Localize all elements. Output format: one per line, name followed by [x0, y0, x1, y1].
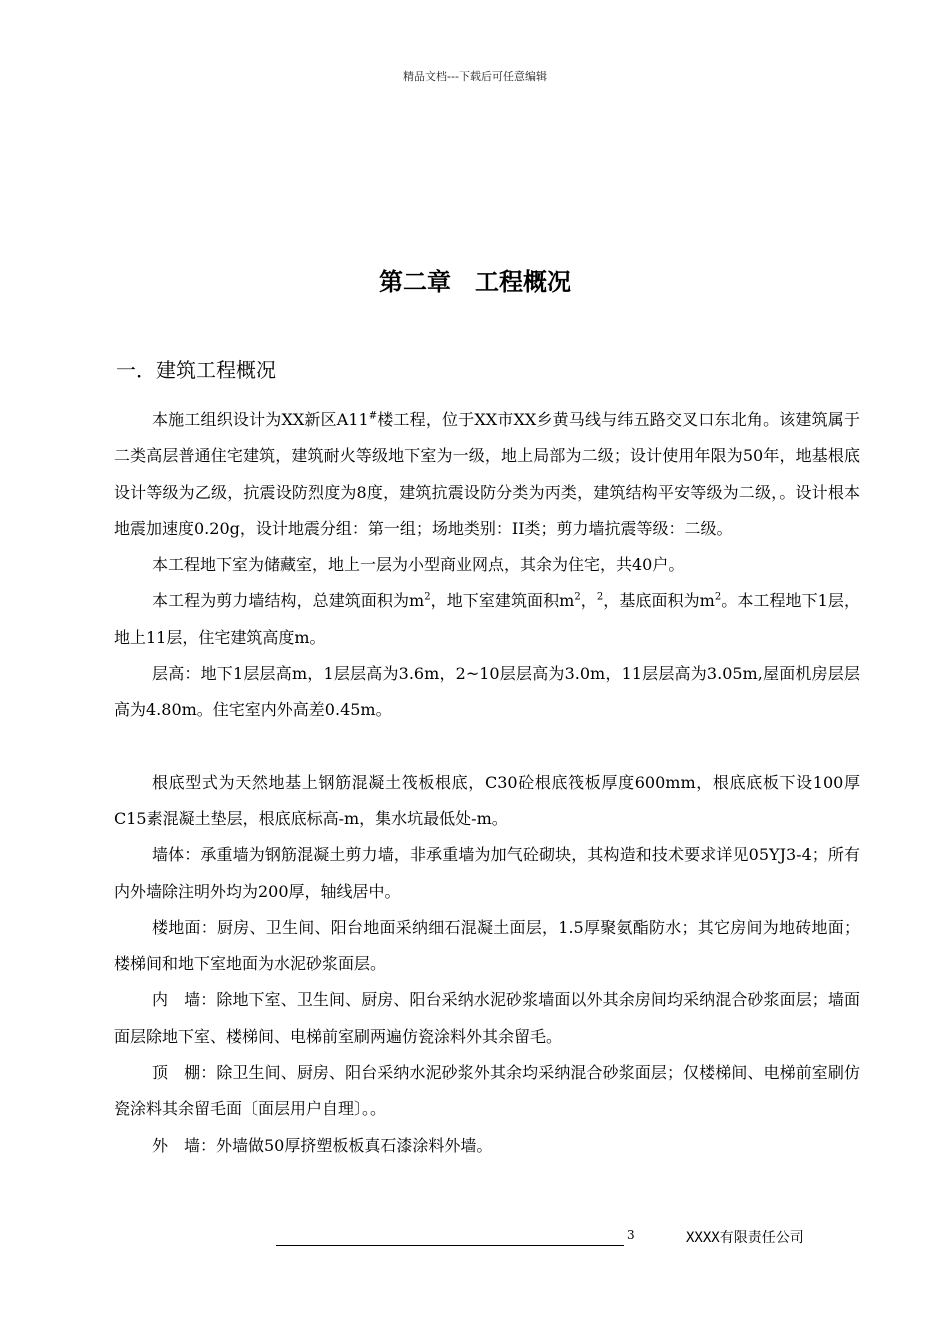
paragraph-project-overview [114, 402, 860, 547]
section-heading: 一．建筑工程概况 [116, 358, 276, 382]
superscript: 2 [574, 592, 581, 604]
paragraph-text: ， [580, 591, 597, 611]
superscript: # [368, 410, 378, 422]
paragraph-exterior-walls: 外 墙：外墙做50厚挤塑板板真石漆涂料外墙。 [152, 1135, 493, 1155]
paragraph-walls: 墙体：承重墙为钢筋混凝土剪力墙，非承重墙为加气砼砌块，其构造和技术要求详见05YJ3-4；所有内外墙除注明外均为200厚，轴线居中。 [114, 845, 860, 901]
paragraph-text: 。本工程地下1层，地上11层，住宅建筑高度m。 [114, 591, 860, 647]
paragraph-gap [114, 729, 860, 765]
paragraph-structure-area [114, 583, 860, 656]
footer-rule [276, 1245, 624, 1246]
superscript: 2 [596, 592, 604, 604]
body-text [114, 402, 860, 1164]
chapter-title: 第二章 工程概况 [379, 268, 571, 296]
superscript: 2 [424, 592, 431, 604]
paragraph-text: 本施工组织设计为XX新区A11 [152, 410, 369, 429]
paragraph-text: ，基底面积为m [603, 591, 715, 611]
paragraph-foundation: 根底型式为天然地基上钢筋混凝土筏板根底，C30砼根底筏板厚度600mm，根底底板下设100厚C15素混凝土垫层，根底底标高-m，集水坑最低处-m。 [114, 772, 860, 828]
paragraph-floor-heights: 层高：地下1层层高m，1层层高为3.6m，2~10层层高为3.0m，11层层高为3.05m,屋面机房层层高为4.80m。住宅室内外高差0.45m。 [114, 664, 860, 720]
company-name: XXXX有限责任公司 [686, 1230, 804, 1246]
paragraph-interior-walls: 内 墙：除地下室、卫生间、厨房、阳台采纳水泥砂浆墙面以外其余房间均采纳混合砂浆面层；墙面面层除地下室、楼梯间、电梯前室刷两遍仿瓷涂料外其余留毛。 [114, 990, 860, 1046]
page-number: 3 [627, 1228, 635, 1242]
paragraph-text: ，地下室建筑面积m [430, 591, 575, 611]
superscript: 2 [714, 592, 722, 604]
page-header: 精品文档---下载后可任意编辑 [403, 70, 547, 83]
paragraph-ceilings: 顶 棚：除卫生间、厨房、阳台采纳水泥砂浆外其余均采纳混合砂浆面层；仅楼梯间、电梯前室刷仿瓷涂料其余留毛面〔面层用户自理〕。。 [114, 1063, 860, 1119]
paragraph-floors: 楼地面：厨房、卫生间、阳台地面采纳细石混凝土面层，1.5厚聚氨酯防水；其它房间为地砖地面；楼梯间和地下室地面为水泥砂浆面层。 [114, 917, 860, 974]
paragraph-text: 楼工程，位于XX市XX乡黄马线与纬五路交叉口东北角。该建筑属于二类高层普通住宅建筑，建筑耐火等级地下室为一级，地上局部为二级；设计使用年限为50年，地基根底设计等级为乙级，抗震设防烈度为8度，建筑抗震设防分类为丙类，建筑结构平安等级为二级，。设计根本地震加速度0.20g，设计地震分组：第一组；场地类别：II类；剪力墙抗震等级：二级。 [114, 410, 860, 538]
paragraph-text: 本工程为剪力墙结构，总建筑面积为m [152, 591, 425, 611]
paragraph-basement-use: 本工程地下室为储藏室，地上一层为小型商业网点，其余为住宅，共40户。 [152, 555, 685, 575]
